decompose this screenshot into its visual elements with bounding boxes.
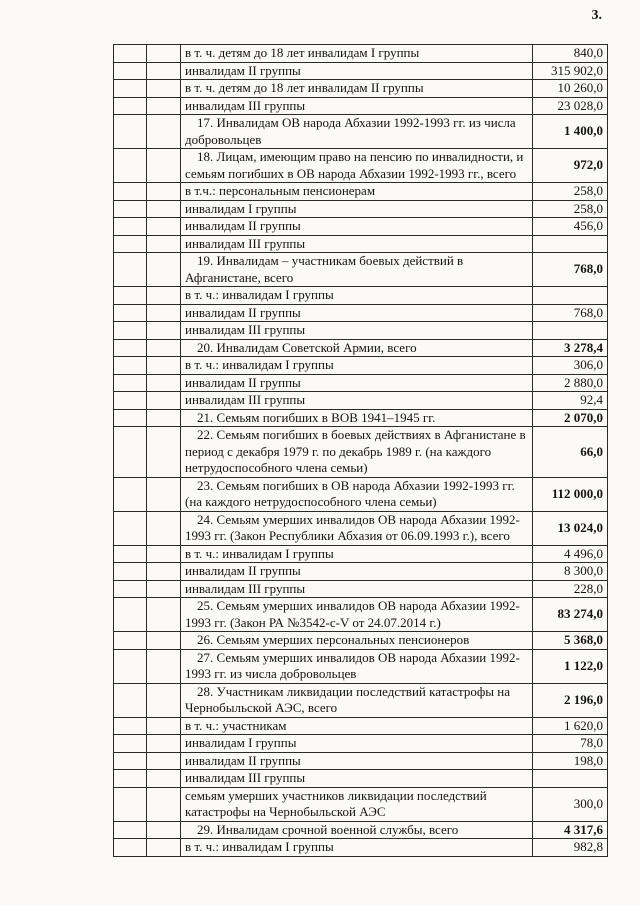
row-value: 456,0 bbox=[533, 218, 608, 236]
row-label: инвалидам I группы bbox=[181, 200, 533, 218]
table-row bbox=[114, 545, 608, 563]
empty-cell-left-1 bbox=[114, 80, 147, 98]
row-label: в т. ч.: инвалидам I группы bbox=[181, 357, 533, 375]
empty-cell-left-2 bbox=[147, 97, 181, 115]
empty-cell-left-1 bbox=[114, 632, 147, 650]
empty-cell-left-1 bbox=[114, 149, 147, 183]
row-label: 18. Лицам, имеющим право на пенсию по инвалидности, и семьям погибших в ОВ народа Абхазии 1992-1993 гг., всего bbox=[181, 149, 533, 183]
empty-cell-left-2 bbox=[147, 839, 181, 857]
empty-cell-left-2 bbox=[147, 115, 181, 149]
empty-cell-left-1 bbox=[114, 97, 147, 115]
row-label: инвалидам II группы bbox=[181, 374, 533, 392]
row-label: инвалидам III группы bbox=[181, 392, 533, 410]
empty-cell-left-2 bbox=[147, 563, 181, 581]
empty-cell-left-2 bbox=[147, 287, 181, 305]
empty-cell-left-2 bbox=[147, 218, 181, 236]
row-value: 92,4 bbox=[533, 392, 608, 410]
row-value bbox=[533, 235, 608, 253]
row-label: 23. Семьям погибших в ОВ народа Абхазии 1992-1993 гг. (на каждого нетрудоспособного члена семьи) bbox=[181, 477, 533, 511]
table-row bbox=[114, 511, 608, 545]
row-value: 315 902,0 bbox=[533, 62, 608, 80]
table-row bbox=[114, 563, 608, 581]
row-value: 10 260,0 bbox=[533, 80, 608, 98]
row-value: 8 300,0 bbox=[533, 563, 608, 581]
row-value: 228,0 bbox=[533, 580, 608, 598]
row-value: 2 070,0 bbox=[533, 409, 608, 427]
table-row bbox=[114, 735, 608, 753]
row-value: 78,0 bbox=[533, 735, 608, 753]
table-row bbox=[114, 339, 608, 357]
table-row bbox=[114, 477, 608, 511]
empty-cell-left-1 bbox=[114, 392, 147, 410]
row-label: в т. ч.: участникам bbox=[181, 717, 533, 735]
page-number: 3. bbox=[591, 8, 602, 23]
row-value: 840,0 bbox=[533, 45, 608, 63]
empty-cell-left-2 bbox=[147, 235, 181, 253]
empty-cell-left-1 bbox=[114, 200, 147, 218]
payments-table-body bbox=[114, 45, 608, 857]
empty-cell-left-1 bbox=[114, 115, 147, 149]
table-row bbox=[114, 62, 608, 80]
row-label: инвалидам II группы bbox=[181, 563, 533, 581]
row-label: в т. ч. детям до 18 лет инвалидам I группы bbox=[181, 45, 533, 63]
empty-cell-left-2 bbox=[147, 545, 181, 563]
empty-cell-left-2 bbox=[147, 374, 181, 392]
row-value: 768,0 bbox=[533, 304, 608, 322]
row-label: в т.ч.: персональным пенсионерам bbox=[181, 183, 533, 201]
empty-cell-left-2 bbox=[147, 477, 181, 511]
row-label: 21. Семьям погибших в ВОВ 1941–1945 гг. bbox=[181, 409, 533, 427]
empty-cell-left-2 bbox=[147, 392, 181, 410]
empty-cell-left-1 bbox=[114, 598, 147, 632]
table-row bbox=[114, 598, 608, 632]
row-value: 83 274,0 bbox=[533, 598, 608, 632]
empty-cell-left-1 bbox=[114, 357, 147, 375]
row-value: 982,8 bbox=[533, 839, 608, 857]
empty-cell-left-2 bbox=[147, 253, 181, 287]
row-value: 1 620,0 bbox=[533, 717, 608, 735]
row-label: 24. Семьям умерших инвалидов ОВ народа Абхазии 1992-1993 гг. (Закон Республики Абхазия от 06.09.1993 г.), всего bbox=[181, 511, 533, 545]
empty-cell-left-2 bbox=[147, 183, 181, 201]
row-label: инвалидам I группы bbox=[181, 735, 533, 753]
row-label: инвалидам II группы bbox=[181, 752, 533, 770]
row-value: 2 880,0 bbox=[533, 374, 608, 392]
row-value: 5 368,0 bbox=[533, 632, 608, 650]
row-label: инвалидам III группы bbox=[181, 770, 533, 788]
table-row bbox=[114, 304, 608, 322]
table-row bbox=[114, 322, 608, 340]
empty-cell-left-1 bbox=[114, 62, 147, 80]
row-value: 2 196,0 bbox=[533, 683, 608, 717]
row-label: инвалидам III группы bbox=[181, 322, 533, 340]
empty-cell-left-2 bbox=[147, 632, 181, 650]
empty-cell-left-2 bbox=[147, 735, 181, 753]
row-label: 25. Семьям умерших инвалидов ОВ народа Абхазии 1992-1993 гг. (Закон РА №3542-с-V от 24.07.2014 г.) bbox=[181, 598, 533, 632]
empty-cell-left-1 bbox=[114, 563, 147, 581]
empty-cell-left-2 bbox=[147, 80, 181, 98]
table-row bbox=[114, 45, 608, 63]
empty-cell-left-1 bbox=[114, 374, 147, 392]
row-label: инвалидам II группы bbox=[181, 62, 533, 80]
empty-cell-left-2 bbox=[147, 357, 181, 375]
empty-cell-left-2 bbox=[147, 649, 181, 683]
row-value bbox=[533, 287, 608, 305]
table-row bbox=[114, 253, 608, 287]
table-row bbox=[114, 218, 608, 236]
empty-cell-left-1 bbox=[114, 752, 147, 770]
empty-cell-left-2 bbox=[147, 339, 181, 357]
row-value: 66,0 bbox=[533, 427, 608, 478]
empty-cell-left-1 bbox=[114, 253, 147, 287]
row-label: инвалидам II группы bbox=[181, 304, 533, 322]
empty-cell-left-2 bbox=[147, 683, 181, 717]
empty-cell-left-1 bbox=[114, 683, 147, 717]
row-label: 20. Инвалидам Советской Армии, всего bbox=[181, 339, 533, 357]
row-value: 198,0 bbox=[533, 752, 608, 770]
empty-cell-left-1 bbox=[114, 580, 147, 598]
row-value: 23 028,0 bbox=[533, 97, 608, 115]
empty-cell-left-1 bbox=[114, 477, 147, 511]
row-label: в т. ч.: инвалидам I группы bbox=[181, 287, 533, 305]
empty-cell-left-2 bbox=[147, 770, 181, 788]
row-value: 972,0 bbox=[533, 149, 608, 183]
empty-cell-left-1 bbox=[114, 735, 147, 753]
row-label: инвалидам III группы bbox=[181, 97, 533, 115]
empty-cell-left-1 bbox=[114, 45, 147, 63]
table-row bbox=[114, 821, 608, 839]
table-row bbox=[114, 183, 608, 201]
table-row bbox=[114, 392, 608, 410]
row-value: 4 496,0 bbox=[533, 545, 608, 563]
empty-cell-left-1 bbox=[114, 183, 147, 201]
table-row bbox=[114, 717, 608, 735]
empty-cell-left-1 bbox=[114, 821, 147, 839]
table-row bbox=[114, 683, 608, 717]
row-value: 13 024,0 bbox=[533, 511, 608, 545]
row-label: 17. Инвалидам ОВ народа Абхазии 1992-1993 гг. из числа добровольцев bbox=[181, 115, 533, 149]
table-row bbox=[114, 80, 608, 98]
empty-cell-left-2 bbox=[147, 200, 181, 218]
row-value: 112 000,0 bbox=[533, 477, 608, 511]
table-row bbox=[114, 839, 608, 857]
table-row bbox=[114, 97, 608, 115]
empty-cell-left-2 bbox=[147, 409, 181, 427]
payments-table bbox=[113, 44, 608, 857]
row-value: 258,0 bbox=[533, 200, 608, 218]
row-value bbox=[533, 322, 608, 340]
row-label: инвалидам III группы bbox=[181, 580, 533, 598]
empty-cell-left-1 bbox=[114, 717, 147, 735]
row-label: 26. Семьям умерших персональных пенсионеров bbox=[181, 632, 533, 650]
empty-cell-left-2 bbox=[147, 62, 181, 80]
table-row bbox=[114, 787, 608, 821]
empty-cell-left-1 bbox=[114, 409, 147, 427]
empty-cell-left-1 bbox=[114, 511, 147, 545]
empty-cell-left-1 bbox=[114, 787, 147, 821]
row-label: 27. Семьям умерших инвалидов ОВ народа Абхазии 1992-1993 гг. из числа добровольцев bbox=[181, 649, 533, 683]
empty-cell-left-2 bbox=[147, 427, 181, 478]
empty-cell-left-2 bbox=[147, 787, 181, 821]
empty-cell-left-2 bbox=[147, 821, 181, 839]
table-row bbox=[114, 374, 608, 392]
empty-cell-left-2 bbox=[147, 598, 181, 632]
empty-cell-left-1 bbox=[114, 770, 147, 788]
empty-cell-left-2 bbox=[147, 322, 181, 340]
table-row bbox=[114, 357, 608, 375]
empty-cell-left-1 bbox=[114, 545, 147, 563]
row-label: 28. Участникам ликвидации последствий катастрофы на Чернобыльской АЭС, всего bbox=[181, 683, 533, 717]
empty-cell-left-1 bbox=[114, 218, 147, 236]
empty-cell-left-1 bbox=[114, 304, 147, 322]
table-row bbox=[114, 649, 608, 683]
row-label: в т. ч. детям до 18 лет инвалидам II группы bbox=[181, 80, 533, 98]
table-row bbox=[114, 115, 608, 149]
row-value: 258,0 bbox=[533, 183, 608, 201]
table-row bbox=[114, 427, 608, 478]
empty-cell-left-1 bbox=[114, 287, 147, 305]
row-label: 19. Инвалидам – участникам боевых действий в Афганистане, всего bbox=[181, 253, 533, 287]
empty-cell-left-2 bbox=[147, 45, 181, 63]
row-value: 3 278,4 bbox=[533, 339, 608, 357]
table-row bbox=[114, 752, 608, 770]
table-row bbox=[114, 200, 608, 218]
empty-cell-left-1 bbox=[114, 649, 147, 683]
empty-cell-left-1 bbox=[114, 339, 147, 357]
row-label: в т. ч.: инвалидам I группы bbox=[181, 839, 533, 857]
empty-cell-left-1 bbox=[114, 322, 147, 340]
row-label: семьям умерших участников ликвидации последствий катастрофы на Чернобыльской АЭС bbox=[181, 787, 533, 821]
row-value: 306,0 bbox=[533, 357, 608, 375]
row-value: 1 122,0 bbox=[533, 649, 608, 683]
empty-cell-left-2 bbox=[147, 511, 181, 545]
table-row bbox=[114, 770, 608, 788]
table-row bbox=[114, 580, 608, 598]
empty-cell-left-2 bbox=[147, 717, 181, 735]
row-label: инвалидам II группы bbox=[181, 218, 533, 236]
row-value: 300,0 bbox=[533, 787, 608, 821]
row-label: 29. Инвалидам срочной военной службы, всего bbox=[181, 821, 533, 839]
empty-cell-left-2 bbox=[147, 304, 181, 322]
table-row bbox=[114, 235, 608, 253]
table-row bbox=[114, 409, 608, 427]
row-value: 4 317,6 bbox=[533, 821, 608, 839]
table-row bbox=[114, 287, 608, 305]
row-label: инвалидам III группы bbox=[181, 235, 533, 253]
table-row bbox=[114, 149, 608, 183]
row-label: в т. ч.: инвалидам I группы bbox=[181, 545, 533, 563]
empty-cell-left-1 bbox=[114, 839, 147, 857]
table-row bbox=[114, 632, 608, 650]
empty-cell-left-2 bbox=[147, 580, 181, 598]
empty-cell-left-2 bbox=[147, 149, 181, 183]
row-value bbox=[533, 770, 608, 788]
row-value: 1 400,0 bbox=[533, 115, 608, 149]
row-label: 22. Семьям погибших в боевых действиях в Афганистане в период с декабря 1979 г. по декабрь 1989 г. (на каждого нетрудоспособного члена семьи) bbox=[181, 427, 533, 478]
empty-cell-left-1 bbox=[114, 235, 147, 253]
empty-cell-left-2 bbox=[147, 752, 181, 770]
empty-cell-left-1 bbox=[114, 427, 147, 478]
row-value: 768,0 bbox=[533, 253, 608, 287]
